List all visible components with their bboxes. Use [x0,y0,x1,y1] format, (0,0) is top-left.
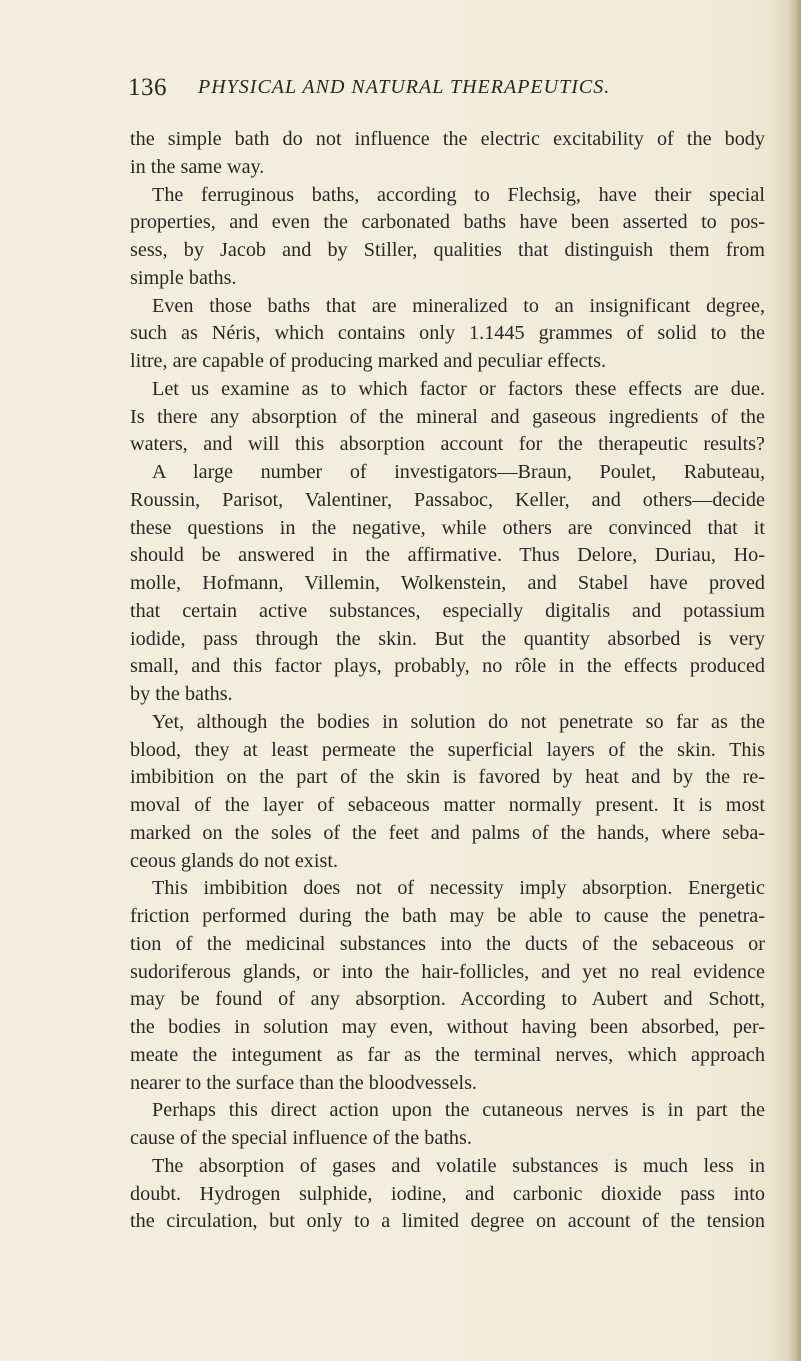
page-edge-shadow [787,0,801,1361]
text-line: doubt. Hydrogen sulphide, iodine, and carbonic dioxide pass into [130,1182,765,1205]
text-line: sudoriferous glands, or into the hair-follicles, and yet no real evidence [130,960,765,983]
text-line: the simple bath do not influence the electric excitability of the body [130,128,765,150]
text-line: tion of the medicinal substances into the ducts of the sebaceous or [130,932,765,955]
running-title: PHYSICAL AND NATURAL THERAPEUTICS. [198,76,611,98]
text-line: small, and this factor plays, probably, no rôle in the effects produced [130,655,765,678]
text-line: should be answered in the affirmative. Thus Delore, Duriau, Ho- [130,544,765,567]
text-line: Perhaps this direct action upon the cutaneous nerves is in part the [152,1099,765,1122]
text-line: such as Néris, which contains only 1.1445 grammes of solid to the [130,322,765,345]
body-text [130,126,765,1236]
text-line: A large number of investigators—Braun, Poulet, Rabuteau, [152,461,765,483]
text-line: This imbibition does not of necessity imply absorption. Energetic [152,877,765,900]
text-line: blood, they at least permeate the superficial layers of the skin. This [130,738,765,761]
text-line: that certain active substances, especially digitalis and potassium [130,599,765,622]
text-line: Is there any absorption of the mineral and gaseous ingredients of the [130,405,765,428]
text-line: iodide, pass through the skin. But the quantity absorbed is very [130,627,765,650]
text-line: The absorption of gases and volatile substances is much less in [152,1154,765,1177]
text-line: friction performed during the bath may be able to cause the penetra- [130,905,765,927]
text-line: the circulation, but only to a limited degree on account of the tension [130,1210,765,1233]
text-line: the bodies in solution may even, without having been absorbed, per- [130,1016,765,1038]
text-line: Let us examine as to which factor or factors these effects are due. [152,377,765,400]
text-line: by the baths. [130,683,233,705]
text-line: meate the integument as far as the terminal nerves, which approach [130,1043,765,1066]
text-line: molle, Hofmann, Villemin, Wolkenstein, and Stabel have proved [130,572,765,594]
text-line: waters, and will this absorption account for the therapeutic results? [130,433,765,456]
text-line: may be found of any absorption. According to Aubert and Schott, [130,988,765,1011]
text-line: cause of the special influence of the baths. [130,1127,472,1149]
text-line: in the same way. [130,155,265,178]
text-line: Even those baths that are mineralized to an insignificant degree, [152,294,765,317]
text-line: Roussin, Parisot, Valentiner, Passaboc, Keller, and others—decide [130,488,765,511]
text-line: The ferruginous baths, according to Flechsig, have their special [152,183,765,206]
text-line: Yet, although the bodies in solution do not penetrate so far as the [152,710,765,733]
page-number: 136 [128,74,167,101]
text-line: these questions in the negative, while others are convinced that it [130,516,765,539]
text-line: moval of the layer of sebaceous matter normally present. It is most [130,794,765,816]
text-line: imbibition on the part of the skin is favored by heat and by the re- [130,766,765,789]
text-line: simple baths. [130,266,237,289]
text-line: ceous glands do not exist. [130,849,339,872]
text-line: nearer to the surface than the bloodvessels. [130,1071,477,1094]
text-line: litre, are capable of producing marked and peculiar effects. [130,350,607,372]
text-line: sess, by Jacob and by Stiller, qualities that distinguish them from [130,239,765,261]
text-line: properties, and even the carbonated baths have been asserted to pos- [130,211,765,234]
running-head [128,74,648,110]
text-line: marked on the soles of the feet and palms of the hands, where seba- [130,821,765,844]
